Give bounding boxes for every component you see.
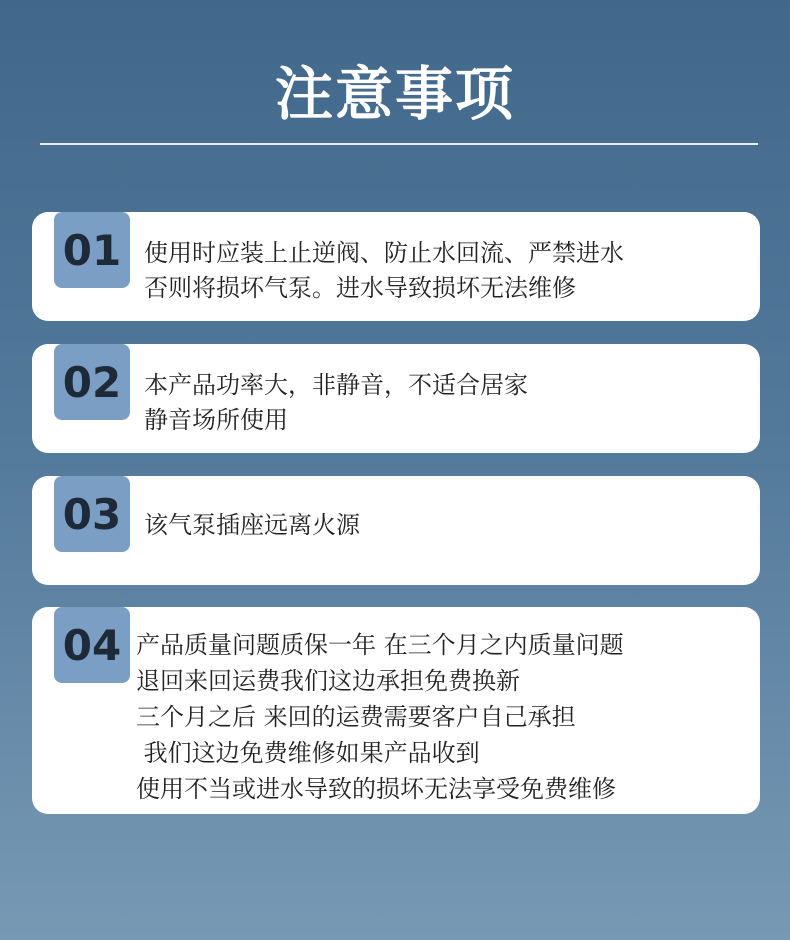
number-badge: 03	[54, 476, 130, 552]
number-badge: 04	[54, 607, 130, 683]
notice-text	[144, 236, 624, 306]
notice-line: 三个月之后 来回的运费需要客户自己承担	[136, 703, 576, 731]
notice-text	[136, 627, 624, 807]
notice-line: 该气泵插座远离火源	[144, 511, 360, 539]
notice-text	[144, 368, 528, 438]
number-badge: 02	[54, 344, 130, 420]
notice-card-02	[32, 344, 760, 453]
notice-text	[144, 508, 360, 543]
notice-card-03	[32, 476, 760, 585]
notice-line: 我们这边免费维修如果产品收到	[136, 739, 480, 767]
notice-line: 静音场所使用	[144, 406, 288, 434]
page-title: 注意事项	[274, 60, 515, 128]
notice-card-04	[32, 607, 760, 814]
notice-line: 产品质量问题质保一年 在三个月之内质量问题	[136, 631, 624, 659]
notice-line: 使用时应装上止逆阀、防止水回流、严禁进水	[144, 239, 624, 267]
notice-line: 本产品功率大，非静音，不适合居家	[144, 371, 528, 399]
notice-line: 退回来回运费我们这边承担免费换新	[136, 667, 520, 695]
title-divider	[40, 143, 758, 145]
notice-card-01	[32, 212, 760, 321]
notice-line: 使用不当或进水导致的损坏无法享受免费维修	[136, 775, 616, 803]
number-badge: 01	[54, 212, 130, 288]
notice-line: 否则将损坏气泵。进水导致损坏无法维修	[144, 274, 576, 302]
